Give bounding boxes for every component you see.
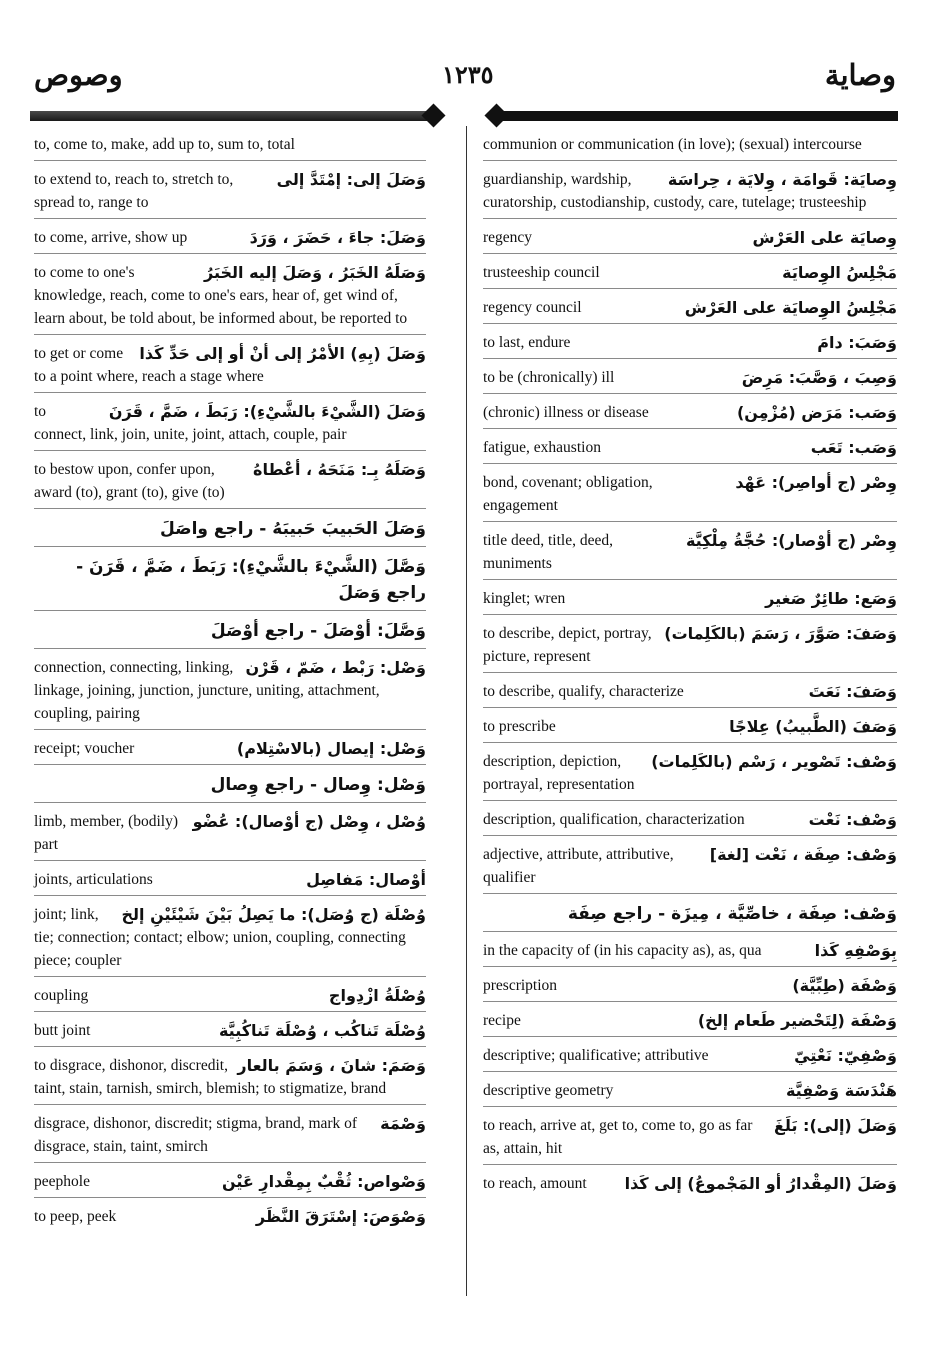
entry-separator	[483, 288, 897, 289]
entry-separator	[34, 334, 426, 335]
dictionary-entry	[483, 331, 897, 354]
dictionary-entry	[483, 715, 897, 738]
entry-separator	[34, 1197, 426, 1198]
dictionary-entry	[483, 1172, 897, 1195]
entry-separator	[483, 707, 897, 708]
english-definition: to prescribe	[483, 718, 556, 735]
english-definition: connection, connecting, linking, linkage, joining, junction, juncture, uniting, attachment, coupling, pairing	[34, 659, 380, 722]
arabic-headword: وَصَبَ: دامَ	[817, 333, 897, 352]
arabic-headword: وَصَلَ (المِقْدارُ أو المَجْموعُ) إلى كَذا	[624, 1174, 897, 1193]
entry-separator	[483, 521, 897, 522]
dictionary-entry	[34, 133, 426, 156]
header-right-word: وصاية	[824, 60, 896, 92]
english-definition: receipt; voucher	[34, 740, 135, 757]
english-definition: to last, endure	[483, 334, 571, 351]
arabic-headword: وَصَمَ: شانَ ، وَسَمَ بالعار	[237, 1056, 426, 1075]
arabic-headword: وَصَلَهُ الخَبَرُ ، وَصَلَ إليه الخَبَرُ	[204, 263, 426, 282]
english-definition: to peep, peek	[34, 1208, 117, 1225]
english-definition: kinglet; wren	[483, 590, 566, 607]
dictionary-entry	[483, 401, 897, 424]
arabic-headword: وَصَلَ (إلى): بَلَغَ	[774, 1116, 897, 1135]
english-definition: adjective, attribute, attributive, qualifier	[483, 846, 674, 886]
left-column	[34, 133, 426, 1228]
arabic-cross-reference: وَصَّلَ (الشَّيْءَ بالشَّيْءِ): رَبَطَ ، ضَمَّ ، قَرَنَ - راجع وَصَلَ	[76, 557, 426, 603]
entry-separator	[483, 614, 897, 615]
dictionary-entry	[34, 1019, 426, 1042]
english-definition: to come, arrive, show up	[34, 229, 188, 246]
english-definition: to reach, amount	[483, 1175, 587, 1192]
english-definition: to disgrace, dishonor, discredit, taint, stain, tarnish, smirch, blemish; to stigmatize, brand	[34, 1057, 387, 1097]
entry-separator	[483, 1164, 897, 1165]
arabic-headword: وِصايَة على العَرْش	[752, 228, 897, 247]
arabic-headword: وَصْف: صِفَة ، نَعْت [لغة]	[709, 845, 897, 864]
arabic-headword: بِوَصْفِهِ كَذا	[814, 941, 897, 960]
dictionary-entry	[34, 656, 426, 725]
dictionary-entry	[483, 939, 897, 962]
entry-separator	[483, 218, 897, 219]
entry-separator	[483, 253, 897, 254]
dictionary-entry	[34, 984, 426, 1007]
english-definition: to, come to, make, add up to, sum to, total	[34, 136, 295, 153]
entry-separator	[34, 764, 426, 765]
dictionary-entry	[483, 587, 897, 610]
entry-separator	[483, 1001, 897, 1002]
arabic-cross-reference: وَصَّلَ: أوْصَلَ - راجع أوْصَلَ	[210, 621, 426, 641]
arabic-headword: وَصَفَ: نَعَتَ	[808, 682, 897, 701]
dictionary-entry	[483, 471, 897, 517]
entry-separator	[483, 1071, 897, 1072]
arabic-headword: وَصَلَ (الشَّيْءَ بالشَّيْءِ): رَبَطَ ، ضَمَّ ، قَرَنَ	[108, 402, 426, 421]
arabic-headword: وَصْوَصَ: إسْتَرَقَ النَّظَر	[255, 1207, 426, 1226]
english-definition: to reach, arrive at, get to, come to, go as far as, attain, hit	[483, 1117, 753, 1157]
entry-separator	[483, 835, 897, 836]
english-definition: to bestow upon, confer upon, award (to), grant (to), give (to)	[34, 461, 225, 501]
english-definition: communion or communication (in love); (sexual) intercourse	[483, 136, 862, 153]
arabic-headword: وَصْف: نَعْت	[808, 810, 897, 829]
english-definition: title deed, title, deed, muniments	[483, 532, 613, 572]
arabic-headword: وُصْلَة (ج وُصَل): ما يَصِلُ بَيْنَ شَيْئَيْنِ إلخ	[121, 905, 426, 924]
arabic-headword: وَصْل: رَبْط ، ضَمّ ، قَرْن	[245, 658, 426, 677]
entry-separator	[483, 428, 897, 429]
english-definition: to be (chronically) ill	[483, 369, 615, 386]
english-definition: to describe, depict, portray, picture, represent	[483, 625, 652, 665]
english-definition: in the capacity of (in his capacity as), as, qua	[483, 942, 762, 959]
english-definition: joint; link, tie; connection; contact; elbow; union, coupling, connecting piece; coupler	[34, 906, 406, 969]
english-definition: to get or come to a point where, reach a stage where	[34, 345, 264, 385]
english-definition: fatigue, exhaustion	[483, 439, 601, 456]
arabic-headword: وَصْفِيّ: نَعْتِيّ	[794, 1046, 897, 1065]
entry-separator	[483, 393, 897, 394]
entry-separator	[483, 1036, 897, 1037]
header-rule-right	[498, 111, 898, 121]
arabic-headword: وَصْفَة (طِبِّيَّة)	[792, 976, 897, 995]
arabic-cross-reference: وَصَلَ الحَبيبَ حَبيبَهُ - راجع واصَلَ	[159, 519, 426, 539]
entry-separator	[483, 893, 897, 894]
english-definition: peephole	[34, 1173, 90, 1190]
english-definition: description, qualification, characterization	[483, 811, 745, 828]
english-definition: recipe	[483, 1012, 521, 1029]
column-divider	[466, 126, 467, 1296]
arabic-headword: وَصْف: تَصْوير ، رَسْم (بالكَلِمات)	[651, 752, 897, 771]
dictionary-entry	[483, 133, 897, 156]
english-definition: limb, member, (bodily) part	[34, 813, 179, 853]
entry-separator	[483, 358, 897, 359]
english-definition: to extend to, reach to, stretch to, spread to, range to	[34, 171, 234, 211]
entry-separator	[483, 800, 897, 801]
entry-separator	[34, 253, 426, 254]
entry-separator	[34, 729, 426, 730]
dictionary-entry	[34, 810, 426, 856]
entry-separator	[34, 508, 426, 509]
dictionary-entry	[34, 1112, 426, 1158]
dictionary-entry	[483, 436, 897, 459]
dictionary-entry	[34, 342, 426, 388]
arabic-headword: مَجْلِسُ الوِصايَة على العَرْش	[684, 298, 897, 317]
entry-separator	[34, 1011, 426, 1012]
dictionary-entry	[34, 458, 426, 504]
dictionary-entry	[483, 1009, 897, 1032]
entry-separator	[34, 802, 426, 803]
arabic-headword: وَصَلَ إلى: إمْتَدَّ إلى	[276, 170, 426, 189]
arabic-headword: وَصْفَة (لِتَحْضير طَعام إلخ)	[697, 1011, 897, 1030]
dictionary-entry	[483, 366, 897, 389]
dictionary-entry	[483, 843, 897, 889]
dictionary-entry	[34, 226, 426, 249]
entry-separator	[34, 450, 426, 451]
english-definition: butt joint	[34, 1022, 91, 1039]
dictionary-entry	[483, 1044, 897, 1067]
dictionary-entry	[34, 400, 426, 446]
entry-separator	[34, 895, 426, 896]
arabic-headword: وُصْلَةُ ازْدِواج	[328, 986, 426, 1005]
arabic-headword: وَصَفَ: صَوَّرَ ، رَسَمَ (بالكَلِمات)	[664, 624, 897, 643]
dictionary-entry	[483, 680, 897, 703]
entry-separator	[483, 966, 897, 967]
dictionary-entry	[483, 261, 897, 284]
rule-diamond-left	[421, 103, 445, 127]
entry-separator	[483, 742, 897, 743]
dictionary-entry	[483, 808, 897, 831]
dictionary-entry	[483, 1079, 897, 1102]
header-left-word: وصوص	[34, 60, 123, 92]
arabic-cross-reference: وَصْل: وِصال - راجع وِصال	[210, 775, 426, 795]
arabic-headword: هَنْدَسَة وَصْفِيَّة	[785, 1081, 897, 1100]
entry-separator	[34, 1046, 426, 1047]
english-definition: regency	[483, 229, 533, 246]
dictionary-entry	[483, 750, 897, 796]
arabic-headword: وِصايَة: قَوامَة ، وِلايَة ، حِراسَة	[667, 170, 897, 189]
english-definition: trusteeship council	[483, 264, 600, 281]
dictionary-entry	[483, 974, 897, 997]
dictionary-entry	[483, 1114, 897, 1160]
arabic-cross-reference: وَصْف: صِفَة ، خاصِّيَّة ، مِيزَة - راجع صِفَة	[567, 904, 897, 924]
english-definition: prescription	[483, 977, 558, 994]
arabic-headword: وَصَلَهُ بِـ: مَنَحَهُ ، أعْطاهُ	[253, 460, 426, 479]
entry-separator	[483, 672, 897, 673]
entry-separator	[34, 976, 426, 977]
entry-separator	[34, 160, 426, 161]
entry-separator	[483, 579, 897, 580]
english-definition: descriptive geometry	[483, 1082, 614, 1099]
dictionary-entry	[483, 168, 897, 214]
english-definition: guardianship, wardship, curatorship, custodianship, custody, care, tutelage; trusteeship	[483, 171, 867, 211]
arabic-headword: وَصْل: إيصال (بالاسْتِلام)	[236, 739, 426, 758]
dictionary-entry	[483, 226, 897, 249]
dictionary-entry	[34, 261, 426, 330]
entry-separator	[34, 1104, 426, 1105]
entry-separator	[483, 160, 897, 161]
entry-separator	[34, 218, 426, 219]
english-definition: bond, covenant; obligation, engagement	[483, 474, 653, 514]
english-definition: to describe, qualify, characterize	[483, 683, 684, 700]
entry-separator	[34, 648, 426, 649]
dictionary-entry	[34, 1205, 426, 1228]
arabic-headword: وَصْمَة	[380, 1114, 426, 1133]
arabic-headword: وِصْر (ج أواصِر): عَهْد	[735, 473, 897, 492]
entry-separator	[483, 323, 897, 324]
arabic-headword: وِصْر (ج أوْصار): حُجَّةُ مِلْكِيَّة	[685, 531, 897, 550]
dictionary-entry	[34, 1170, 426, 1193]
dictionary-entry	[34, 168, 426, 214]
arabic-headword: أوْصال: مَفاصِل	[306, 870, 426, 889]
entry-separator	[483, 1106, 897, 1107]
english-definition: coupling	[34, 987, 89, 1004]
arabic-headword: وَصَع: طائِرٌ صَغير	[765, 589, 897, 608]
arabic-headword: وَصِبَ ، وَصَّبَ: مَرِضَ	[741, 368, 897, 387]
arabic-headword: وَصَلَ: جاءَ ، حَضَرَ ، وَرَدَ	[249, 228, 426, 247]
entry-separator	[34, 1162, 426, 1163]
dictionary-entry	[34, 903, 426, 972]
english-definition: disgrace, dishonor, discredit; stigma, brand, mark of disgrace, stain, taint, smirch	[34, 1115, 358, 1155]
arabic-headword: وُصْلَة تَناكُب ، وُصْلَة تَناكُبِيَّة	[218, 1021, 426, 1040]
right-column	[483, 133, 897, 1195]
dictionary-entry	[34, 868, 426, 891]
entry-separator	[483, 931, 897, 932]
entry-separator	[34, 392, 426, 393]
arabic-headword: وَصَب: مَرَض (مُزْمِن)	[736, 403, 897, 422]
arabic-headword: وَصَفَ (الطَّبيبُ) عِلاجًا	[729, 717, 897, 736]
arabic-headword: وَصَب: تَعَب	[810, 438, 897, 457]
english-definition: description, depiction, portrayal, representation	[483, 753, 635, 793]
entry-separator	[483, 463, 897, 464]
dictionary-entry	[34, 737, 426, 760]
english-definition: to come to one's knowledge, reach, come to one's ears, hear of, get wind of, learn about, be told about, be informed about, be reported to	[34, 264, 408, 327]
arabic-headword: مَجْلِسُ الوِصايَة	[782, 263, 897, 282]
english-definition: joints, articulations	[34, 871, 153, 888]
dictionary-entry	[34, 1054, 426, 1100]
dictionary-entry	[483, 529, 897, 575]
header-rule-left	[30, 111, 432, 121]
entry-separator	[34, 860, 426, 861]
english-definition: regency council	[483, 299, 582, 316]
arabic-headword: وَصْواص: ثُقْبٌ بِمِقْدارِ عَيْن	[221, 1172, 426, 1191]
page-number: ١٢٣٥	[442, 63, 494, 89]
entry-separator	[34, 610, 426, 611]
dictionary-entry	[483, 296, 897, 319]
arabic-headword: وَصَلَ (بِهِ) الأمْرُ إلى أنْ أو إلى حَدِّ كَذا	[139, 344, 426, 363]
arabic-headword: وُصْل ، وِصْل (ج أوْصال): عُضْو	[192, 812, 426, 831]
english-definition: (chronic) illness or disease	[483, 404, 649, 421]
english-definition: descriptive; qualificative; attributive	[483, 1047, 709, 1064]
dictionary-entry	[483, 622, 897, 668]
english-definition: to connect, link, join, unite, joint, attach, couple, pair	[34, 403, 347, 443]
entry-separator	[34, 546, 426, 547]
